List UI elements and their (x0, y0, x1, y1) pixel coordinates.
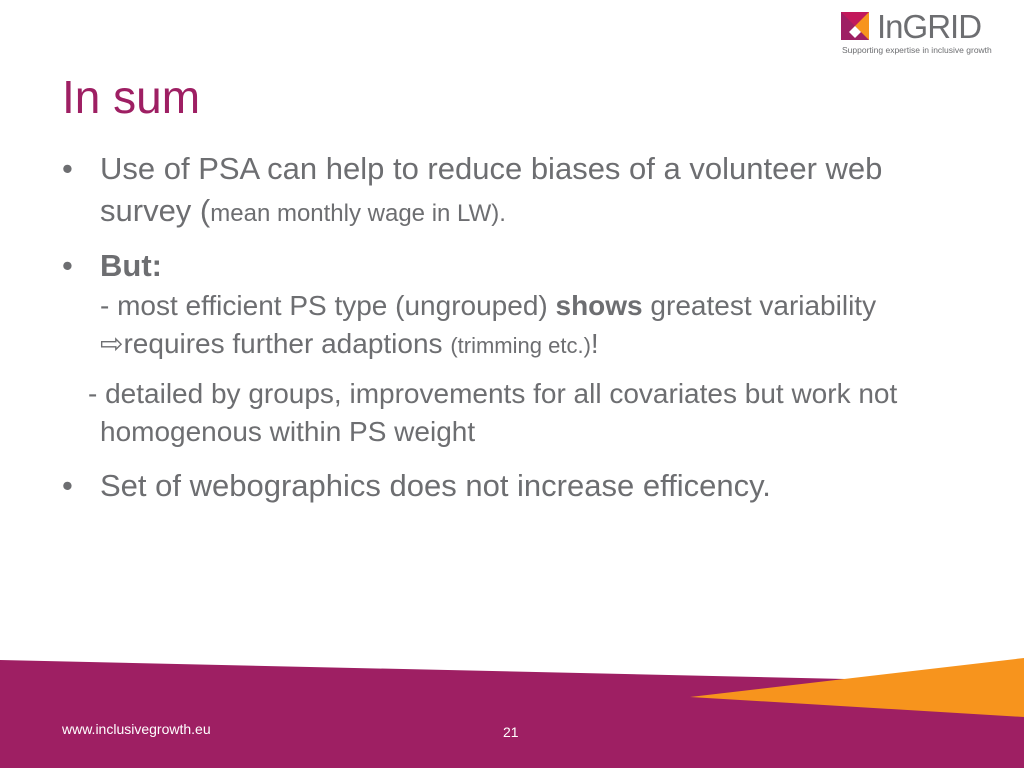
bullet-psa-text: Use of PSA can help to reduce biases of a volunteer web survey ( (100, 151, 883, 228)
bullet-psa (62, 148, 982, 235)
bullet-but-heading: But: (100, 248, 162, 283)
bullet-psa-tail: ). (491, 200, 506, 227)
bullet-but-line1 (100, 287, 982, 325)
bullet-but-line1-pre: - most efficient PS type (ungrouped) (100, 290, 556, 321)
bullet-but-line1-bold: shows (555, 290, 643, 321)
bullet-webographics-text: Set of webographics does not increase efficency. (100, 468, 771, 503)
slide-title: In sum (62, 71, 201, 123)
bullet-dot: • (62, 468, 73, 503)
ingrid-tagline: Supporting expertise in inclusive growth (842, 45, 992, 55)
bullet-psa-note: mean monthly wage in LW (210, 200, 492, 227)
ingrid-wordmark: InGRID (877, 8, 982, 45)
footer-url-link[interactable]: www.inclusivegrowth.eu (62, 721, 211, 737)
ingrid-logo (841, 8, 996, 60)
page-number: 21 (503, 724, 519, 740)
bullet-webographics (62, 465, 982, 507)
slide-content (62, 148, 982, 507)
bullet-dot: • (62, 248, 73, 283)
sub-point-groups: - detailed by groups, improvements for all covariates but work not homogenous within PS weight (88, 378, 898, 447)
footer-band (0, 655, 1024, 768)
arrow-right-icon: ⇨ (100, 328, 124, 359)
bullet-dot: • (62, 151, 73, 186)
bullet-but-line1-post: greatest variability (642, 290, 877, 321)
bullet-but (62, 245, 982, 365)
ingrid-logo-mark-icon (841, 12, 869, 40)
bullet-but-line2-note: (trimming etc.) (450, 333, 591, 358)
bullet-but-line2-pre: requires further adaptions (123, 328, 451, 359)
bullet-but-line2-post: ! (590, 328, 599, 359)
bullet-but-line2 (100, 325, 982, 365)
